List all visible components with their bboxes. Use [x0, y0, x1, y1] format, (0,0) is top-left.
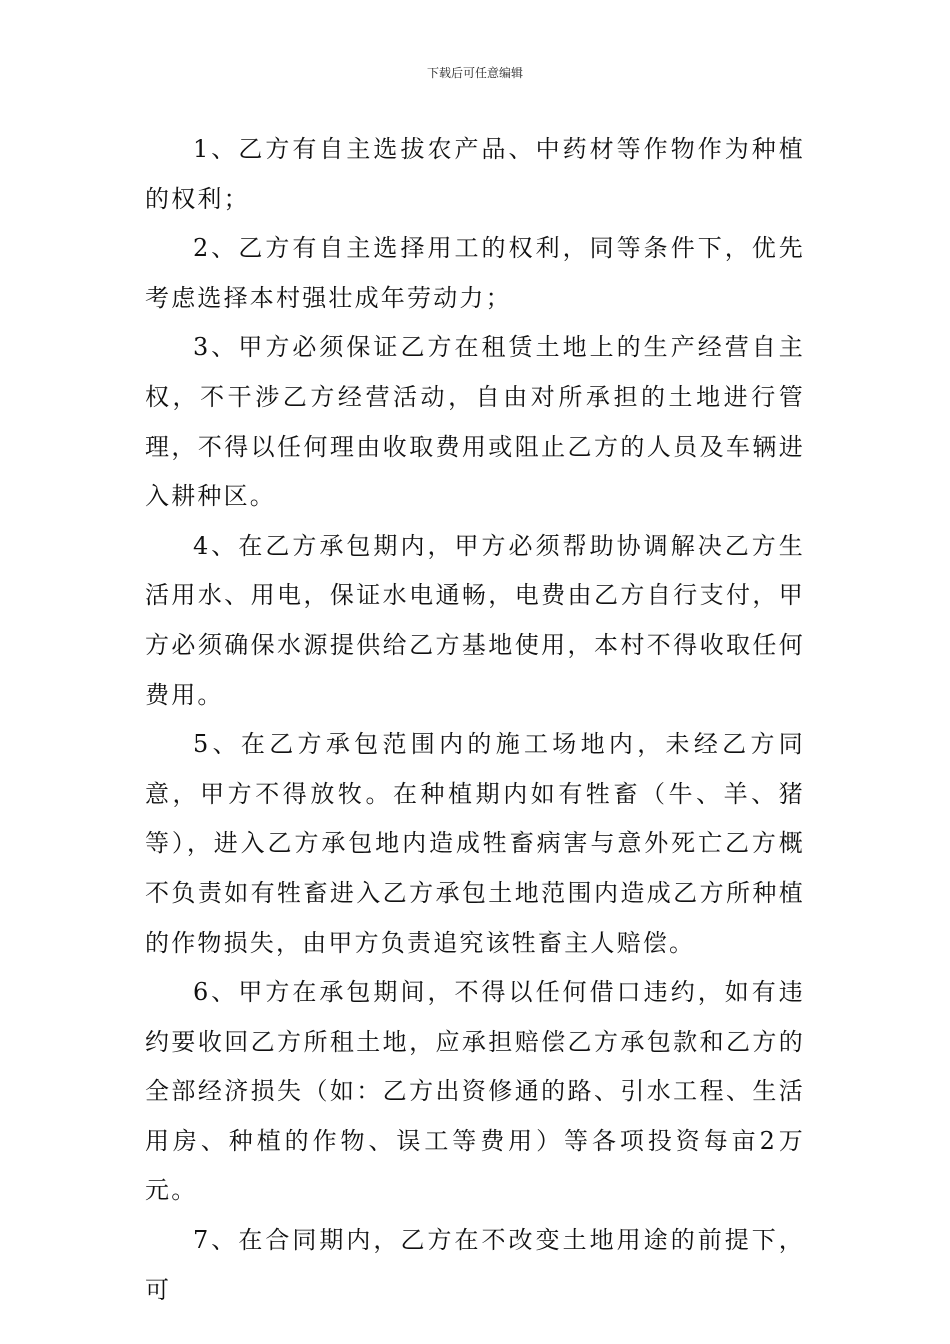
clause-2: 2、乙方有自主选择用工的权利，同等条件下，优先考虑选择本村强壮成年劳动力；: [145, 234, 805, 312]
page-header: 下载后可任意编辑: [426, 66, 523, 80]
clause-4: 4、在乙方承包期内，甲方必须帮助协调解决乙方生活用水、用电，保证水电通畅，电费由乙方自行支付，甲方必须确保水源提供给乙方基地使用，本村不得收取任何费用。: [145, 531, 805, 709]
clause-1: 1、乙方有自主选拔农产品、中药材等作物作为种植的权利；: [145, 135, 805, 213]
clause-6: 6、甲方在承包期间，不得以任何借口违约，如有违约要收回乙方所租土地，应承担赔偿乙方承包款和乙方的全部经济损失（如：乙方出资修通的路、引水工程、生活用房、种植的作物、误工等费用）等各项投资每亩2万元。: [145, 978, 805, 1205]
clause-5: 5、在乙方承包范围内的施工场地内，未经乙方同意，甲方不得放牧。在种植期内如有牲畜（牛、羊、猪等），进入乙方承包地内造成牲畜病害与意外死亡乙方概不负责如有牲畜进入乙方承包土地范围内造成乙方所种植的作物损失，由甲方负责追究该牲畜主人赔偿。: [145, 730, 805, 957]
clause-3: 3、甲方必须保证乙方在租赁土地上的生产经营自主权，不干涉乙方经营活动，自由对所承担的土地进行管理，不得以任何理由收取费用或阻止乙方的人员及车辆进入耕种区。: [145, 333, 805, 511]
clause-7: 7、在合同期内，乙方在不改变土地用途的前提下，可: [145, 1226, 805, 1304]
document-body: [145, 125, 805, 1315]
